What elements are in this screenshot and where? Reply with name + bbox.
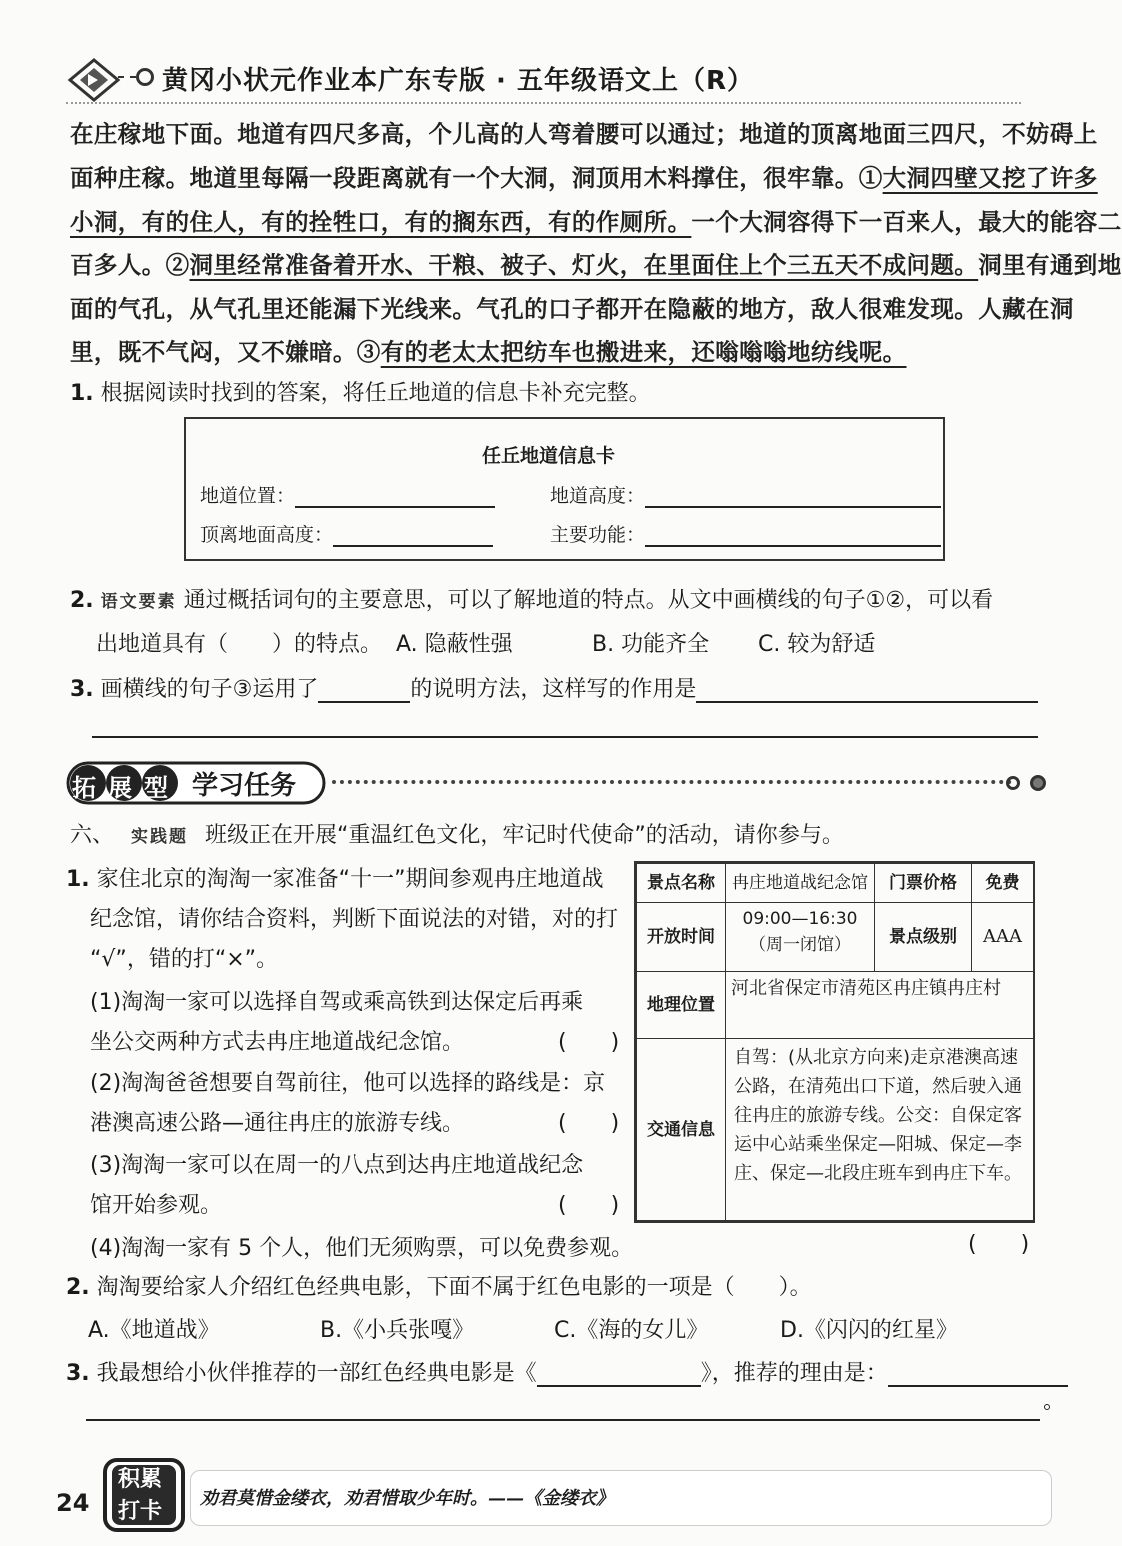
question-2-line2 [96,627,382,658]
answer-blank[interactable] [645,527,941,547]
question-text: 画横线的句子③运用了 [100,677,319,702]
answer-line[interactable] [86,1419,1040,1421]
p6-question-3 [66,1356,1068,1387]
passage-line: 面的气孔，从气孔里还能漏下光线来。气孔的口子都开在隐蔽的地方，敌人很难发现。人藏在洞 [70,295,1074,323]
question-1 [70,376,651,407]
info-card [184,417,945,561]
passage-text: 里，既不气闷，又不嫌暗。③ [70,338,381,366]
section-title: 学习任务 [192,771,297,801]
question-text: 淘淘要给家人介绍红色经典电影，下面不属于红色电影的一项是（ ）。 [96,1275,812,1300]
table-header: 交通信息 [636,1038,726,1221]
field-label: 地道高度： [550,485,646,507]
table-cell: 免费 [971,863,1034,903]
answer-blank[interactable] [333,527,493,547]
question-text: 》，推荐的理由是： [700,1361,888,1386]
question-number: 1. [70,381,94,406]
section-dotted-rule [332,780,1012,784]
table-header: 门票价格 [874,863,972,903]
info-card-title: 任丘地道信息卡 [482,445,616,467]
table-cell: 冉庄地道战纪念馆 [725,863,875,903]
question-number: 1. [66,867,90,892]
table-header: 景点名称 [636,863,726,903]
header-connector [118,76,136,78]
table-header: 地理位置 [636,971,726,1039]
field-height [550,481,941,508]
question-number: 2. [70,588,94,613]
header-rule [66,102,1021,104]
question-line: “√”，错的打“×”。 [90,947,279,972]
underlined-sentence-1-cont: 小洞，有的住人，有的拴牲口，有的搁东西，有的作厕所。 [70,208,692,236]
book-logo-icon [68,58,120,102]
passage-line [70,333,907,367]
underlined-sentence-3: 有的老太太把纺车也搬进来，还嗡嗡嗡地纺线呢。 [380,338,907,366]
option-c[interactable]: C.《海的女儿》 [554,1318,709,1343]
question-2 [70,583,993,614]
statement-2-cont: 港澳高速公路—通往冉庄的旅游专线。 [90,1111,465,1136]
option-d[interactable]: D.《闪闪的红星》 [780,1318,958,1343]
question-text: 出地道具有（ ）的特点。 [96,632,383,657]
table-header: 景点级别 [874,902,972,972]
field-function [550,520,941,547]
answer-line[interactable] [92,736,1038,738]
statement-1: (1)淘淘一家可以选择自驾或乘高铁到达保定后再乘 [90,990,584,1015]
question-line [66,862,603,893]
question-3 [70,672,1038,703]
question-number: 3. [66,1361,90,1386]
statement-2: (2)淘淘爸爸想要自驾前往，他可以选择的路线是：京 [90,1071,606,1096]
hours-value: 09:00—16:30 [742,909,858,929]
question-line: 纪念馆，请你结合资料，判断下面说法的对错，对的打 [90,907,619,932]
badge-bottom: 打卡 [118,1499,163,1524]
part-text: 班级正在开展“重温红色文化，牢记时代使命”的活动，请你参与。 [205,823,844,848]
statement-3-cont: 馆开始参观。 [90,1193,223,1218]
option-b[interactable]: B. 功能齐全 [592,632,710,657]
table-cell [725,902,875,972]
answer-blank[interactable] [645,488,941,508]
passage-line: 在庄稼地下面。地道有四尺多高，个儿高的人弯着腰可以通过；地道的顶离地面三四尺，不妨碍上 [70,120,1098,148]
answer-paren[interactable]: ( ) [558,1193,620,1218]
question-text: 我最想给小伙伴推荐的一部红色经典电影是《 [96,1361,537,1386]
header-circle-icon [136,68,154,86]
part-tag: 实践题 [131,827,189,847]
field-label: 地道位置： [200,485,296,507]
passage-line [70,159,1098,193]
dot-icon [1030,775,1046,791]
passage-text: 洞里有通到地 [978,251,1122,279]
option-a[interactable]: A.《地道战》 [88,1318,220,1343]
statement-3: (3)淘淘一家可以在周一的八点到达冉庄地道战纪念 [90,1153,584,1178]
answer-blank[interactable] [537,1367,701,1387]
field-location [200,481,495,508]
question-text: 家住北京的淘淘一家准备“十一”期间参观冉庄地道战 [96,867,604,892]
answer-paren[interactable]: ( ) [558,1030,620,1055]
page-number: 24 [56,1489,90,1517]
header-title: 黄冈小状元作业本广东专版 · 五年级语文上（R） [162,66,755,96]
question-number: 3. [70,677,94,702]
answer-paren[interactable]: ( ) [968,1232,1030,1257]
ring-icon [1006,776,1020,790]
underlined-sentence-1: 大洞四壁又挖了许多 [882,164,1098,192]
question-text: 的说明方法，这样写的作用是 [410,677,697,702]
period-icon [1044,1404,1050,1410]
statement-1-cont: 坐公交两种方式去冉庄地道战纪念馆。 [90,1030,465,1055]
question-tag: 语文要素 [100,592,177,612]
answer-blank[interactable] [318,683,410,703]
question-text: 通过概括词句的主要意思，可以了解地道的特点。从文中画横线的句子①②，可以看 [183,588,994,613]
p6-question-2 [66,1270,812,1301]
passage-text: 一个大洞容得下一百来人，最大的能容二 [691,208,1122,236]
answer-blank[interactable] [295,488,495,508]
passage-text: 百多人。② [70,251,190,279]
answer-blank[interactable] [696,683,1038,703]
table-cell: 自驾：(从北京方向来)走京港澳高速公路，在清苑出口下道，然后驶入通往冉庄的旅游专线。公交：自保定客运中心站乘坐保定—阳城、保定—李庄、保定—北段庄班车到冉庄下车。 [725,1038,1034,1221]
option-b[interactable]: B.《小兵张嘎》 [320,1318,475,1343]
answer-blank[interactable] [888,1367,1068,1387]
part-label: 六、 [70,823,115,848]
answer-paren[interactable]: ( ) [558,1111,620,1136]
passage-line [70,246,1122,280]
statement-4: (4)淘淘一家有 5 个人，他们无须购票，可以免费参观。 [90,1236,634,1261]
field-label: 主要功能： [550,524,646,546]
section-badge: 拓展型 [72,774,180,802]
passage-text: 面种庄稼。地道里每隔一段距离就有一个大洞，洞顶用木料撑住，很牢靠。① [70,164,883,192]
footer-quote: 劝君莫惜金缕衣，劝君惜取少年时。——《金缕衣》 [200,1488,614,1509]
table-header: 开放时间 [636,902,726,972]
badge-top: 积累 [118,1467,163,1492]
option-a[interactable]: A. 隐蔽性强 [396,632,513,657]
underlined-sentence-2: 洞里经常准备着开水、干粮、被子、灯火，在里面住上个三五天不成问题。 [189,251,979,279]
table-cell: AAA [971,902,1034,972]
question-number: 2. [66,1275,90,1300]
table-cell: 河北省保定市清苑区冉庄镇冉庄村 [725,971,1034,1039]
field-label: 顶离地面高度： [200,524,334,546]
info-table [634,861,1035,1223]
field-top-depth [200,520,493,547]
passage-line [70,203,1122,237]
question-text: 根据阅读时找到的答案，将任丘地道的信息卡补充完整。 [100,381,651,406]
option-c[interactable]: C. 较为舒适 [758,632,876,657]
hours-note: （周一闭馆） [749,935,851,955]
part-6-heading [70,818,844,849]
